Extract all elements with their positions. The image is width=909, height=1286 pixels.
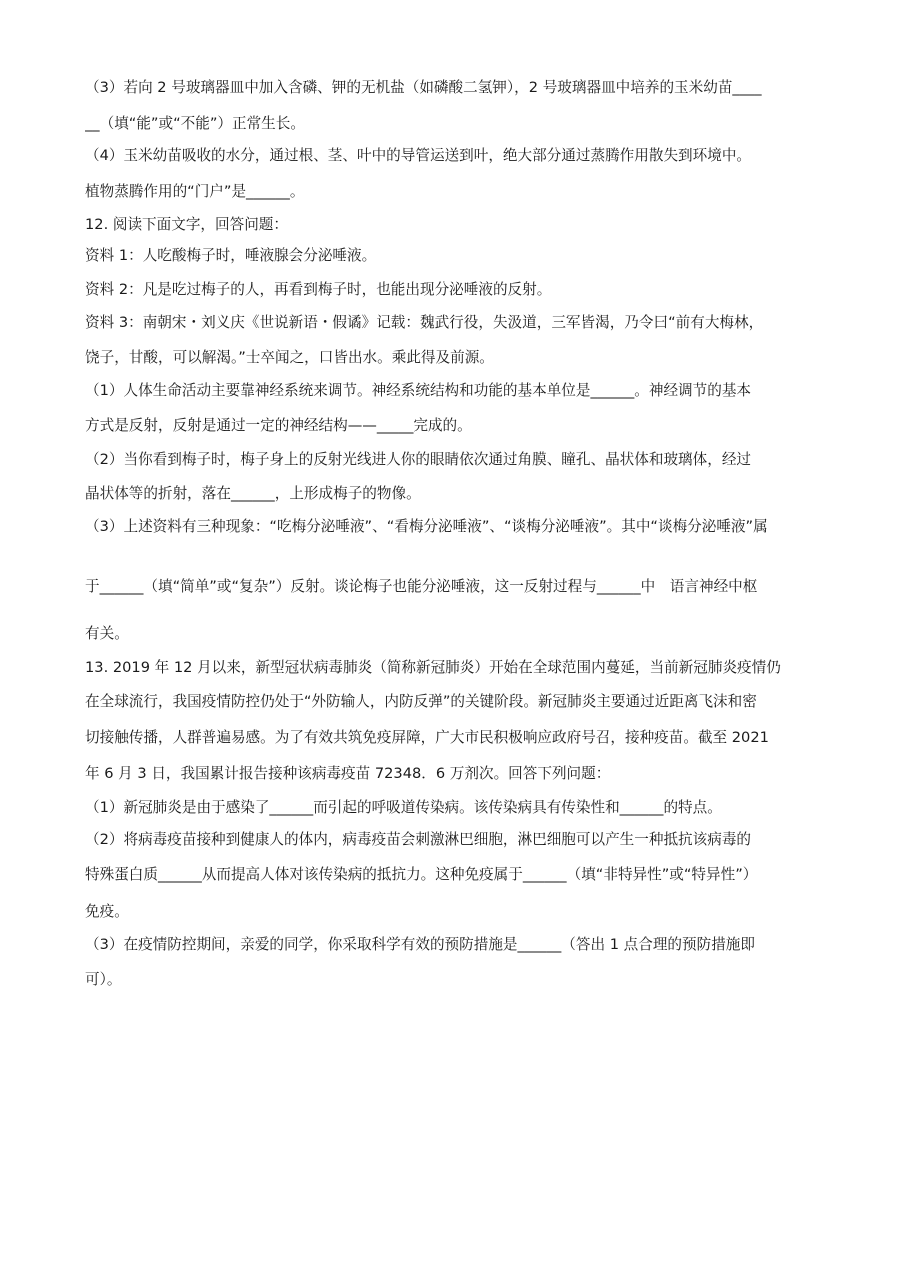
q12-part-2-continued: 晶状体等的折射，落在______，上形成梅子的物像。	[85, 485, 421, 502]
q13-part-3-continued: 可）。	[85, 971, 122, 988]
text-line-q4-transpiration: （4）玉米幼苗吸收的水分，通过根、茎、叶中的导管运送到叶，绝大部分通过蒸腾作用散失到环境中。	[85, 147, 752, 164]
question-13-heading: 13. 2019 年 12 月以来，新型冠状病毒肺炎（简称新冠肺炎）开始在全球范围内蔓延，当前新冠肺炎疫情仍	[85, 659, 781, 676]
question-13-line-2: 在全球流行，我国疫情防控仍处于“外防输人，内防反弹”的关键阶段。新冠肺炎主要通过近距离飞沫和密	[85, 693, 757, 710]
q13-part-3: （3）在疫情防控期间，亲爱的同学，你采取科学有效的预防措施是______（答出 1 点合理的预防措施即	[85, 936, 755, 953]
text-line-q3-continued: __（填“能”或“不能”）正常生长。	[85, 115, 305, 132]
q12-part-3-continued: 于______（填“简单”或“复杂”）反射。谈论梅子也能分泌唾液，这一反射过程与______中 语言神经中枢	[85, 578, 758, 595]
q12-part-1-continued: 方式是反射，反射是通过一定的神经结构——_____完成的。	[85, 417, 472, 434]
question-13-line-3: 切接触传播，人群普遍易感。为了有效共筑免疫屏障，广大市民积极响应政府号召，接种疫苗。截至 2021	[85, 729, 769, 746]
q13-part-2-continued: 特殊蛋白质______从而提高人体对该传染病的抵抗力。这种免疫属于______（填“非特异性”或“特异性”）	[85, 866, 758, 883]
material-3: 资料 3：南朝宋・刘义庆《世说新语・假谲》记载：魏武行役，失汲道，三军皆渴，乃令曰“前有大梅林，	[85, 314, 764, 331]
q12-part-3: （3）上述资料有三种现象：“吃梅分泌唾液”、“看梅分泌唾液”、“谈梅分泌唾液”。其中“谈梅分泌唾液”属	[85, 518, 768, 535]
q13-part-1: （1）新冠肺炎是由于感染了______而引起的呼吸道传染病。该传染病具有传染性和______的特点。	[85, 799, 722, 816]
text-line-q3-glass-dish: （3）若向 2 号玻璃器皿中加入含磷、钾的无机盐（如磷酸二氢钾），2 号玻璃器皿中培养的玉米幼苗____	[85, 79, 762, 96]
material-1: 资料 1：人吃酸梅子时，唾液腺会分泌唾液。	[85, 247, 377, 264]
question-13-line-4: 年 6 月 3 日，我国累计报告接种该病毒疫苗 72348．6 万剂次。回答下列问题：	[85, 765, 611, 782]
text-line-q4-continued: 植物蒸腾作用的“门户”是______。	[85, 183, 305, 200]
q13-part-2-end: 免疫。	[85, 903, 129, 920]
q12-part-2: （2）当你看到梅子时，梅子身上的反射光线进人你的眼睛依次通过角膜、瞳孔、晶状体和玻璃体，经过	[85, 451, 752, 468]
material-2: 资料 2：凡是吃过梅子的人，再看到梅子时，也能出现分泌唾液的反射。	[85, 281, 552, 298]
q13-part-2: （2）将病毒疫苗接种到健康人的体内，病毒疫苗会刺激淋巴细胞，淋巴细胞可以产生一种抵抗该病毒的	[85, 831, 752, 848]
material-3-continued: 饶子，甘酸，可以解渴。”士卒闻之，口皆出水。乘此得及前源。	[85, 349, 494, 366]
q12-part-1: （1）人体生命活动主要靠神经系统来调节。神经系统结构和功能的基本单位是______。神经调节的基本	[85, 382, 752, 399]
question-12-heading: 12. 阅读下面文字，回答问题：	[85, 216, 288, 233]
q12-part-3-end: 有关。	[85, 625, 129, 642]
